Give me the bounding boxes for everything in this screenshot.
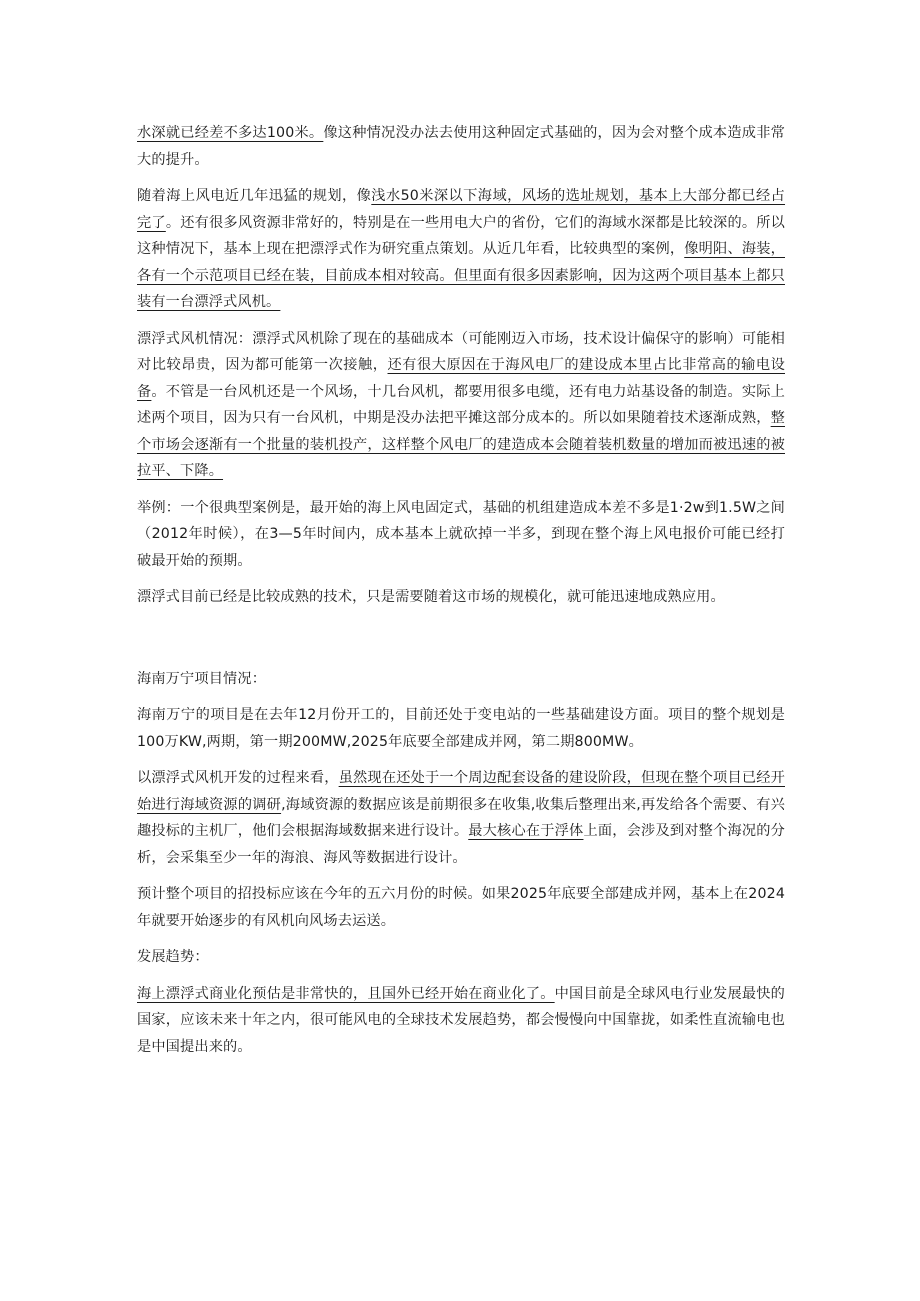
paragraph-development-process <box>137 765 785 871</box>
paragraph-bidding-timeline <box>137 881 785 934</box>
body-text: ,海域资源的数据应该是前期很多在收集,收集后整理出来,再发给各个需要、有兴趣投标的主机厂，他们会根据海域数据来进行设计。 <box>137 796 785 839</box>
body-text: 举例：一个很典型案例是，最开始的海上风电固定式，基础的机组建造成本差不多是1·2w到1.5W之间（2012年时候），在3—5年时间内，成本基本上就砍掉一半多，到现在整个海上风电报价可能已经打破最开始的预期。 <box>137 499 785 569</box>
body-text: 。还有很多风资源非常好的，特别是在一些用电大户的省份，它们的海域水深都是比较深的。所以这种情况下，基本上现在把漂浮式作为研究重点策划。从近几年看，比较典型的案例， <box>137 214 785 257</box>
heading-text: 发展趋势： <box>137 949 209 965</box>
underlined-text: 海上漂浮式商业化预估是非常快的，且国外已经开始在商业化了。 <box>137 985 555 1002</box>
underlined-text: 像明阳、海装，各有一个示范项目已经在装，目前成本相对较高。但里面有很多因素影响，因为这两个项目基本上都只装有一台漂浮式风机。 <box>137 241 785 310</box>
paragraph-trends <box>137 981 785 1061</box>
document-page <box>137 120 785 1070</box>
body-text: 漂浮式风机情况：漂浮式风机除了现在的基础成本（可能刚迈入市场，技术设计偏保守的影响）可能相对比较昂贵，因为都可能第一次接触， <box>137 330 785 373</box>
body-text: 中国目前是全球风电行业发展最快的国家，应该未来十年之内，很可能风电的全球技术发展趋势，都会慢慢向中国靠拢，如柔性直流输电也是中国提出来的。 <box>137 985 785 1055</box>
heading-text: 海南万宁项目情况： <box>137 670 267 687</box>
body-text: 随着海上风电近几年迅猛的规划，像 <box>137 188 372 204</box>
paragraph-example <box>137 495 785 575</box>
underlined-text: 浅水50米深以下海域，风场的选址规划，基本上大部分都已经占完了 <box>137 188 786 231</box>
paragraph-maturity <box>137 584 785 611</box>
body-text: 以漂浮式风机开发的过程来看， <box>137 770 339 786</box>
underlined-text: 虽然现在还处于一个周边配套设备的建设阶段，但现在整个项目已经开始进行海域资源的调研 <box>137 770 785 813</box>
underlined-text: 水深就已经差不多达100米。 <box>137 125 324 141</box>
section-heading-wanning <box>137 666 785 693</box>
body-text: 上面，会涉及到对整个海况的分析，会采集至少一年的海浪、海风等数据进行设计。 <box>137 823 786 866</box>
paragraph-water-depth <box>137 120 785 173</box>
body-text: 漂浮式目前已经是比较成熟的技术，只是需要随着这市场的规模化，就可能迅速地成熟应用。 <box>137 589 725 605</box>
body-text: 预计整个项目的招投标应该在今年的五六月份的时候。如果2025年底要全部建成并网，基本上在2024年就要开始逐步的有风机向风场去运送。 <box>137 886 785 929</box>
section-heading-trends <box>137 944 785 971</box>
paragraph-floating-turbine-status <box>137 326 785 485</box>
body-text: 。不管是一台风机还是一个风场，十几台风机，都要用很多电缆，还有电力站基设备的制造。实际上述两个项目，因为只有一台风机，中期是没办法把平摊这部分成本的。所以如果随着技术逐渐成熟， <box>137 383 785 426</box>
paragraph-offshore-planning <box>137 183 785 316</box>
paragraph-wanning-project <box>137 702 785 755</box>
body-text: 像这种情况没办法去使用这种固定式基础的，因为会对整个成本造成非常大的提升。 <box>137 125 785 168</box>
underlined-text: 整个市场会逐渐有一个批量的装机投产，这样整个风电厂的建造成本会随着装机数量的增加而被迅速的被拉平、下降。 <box>137 410 785 479</box>
underlined-text: 最大核心在于浮体 <box>468 823 584 839</box>
body-text: 海南万宁的项目是在去年12月份开工的，目前还处于变电站的一些基础建设方面。项目的整个规划是100万KW,两期，第一期200MW,2025年底要全部建成并网，第二期800MW。 <box>137 707 785 750</box>
underlined-text: 还有很大原因在于海风电厂的建设成本里占比非常高的输电设备 <box>137 357 785 400</box>
section-spacer <box>137 621 785 666</box>
